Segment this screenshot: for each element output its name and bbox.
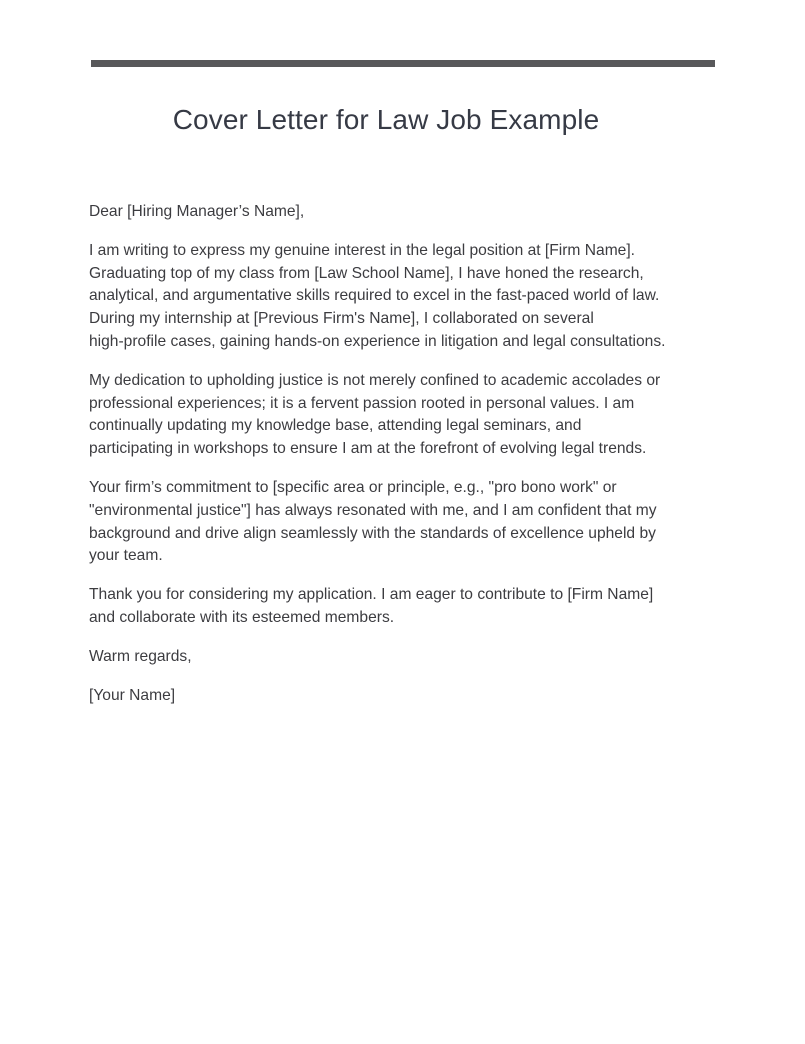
paragraph-line: Graduating top of my class from [Law School Name], I have honed the research, xyxy=(89,264,644,282)
paragraph-line: professional experiences; it is a fervent passion rooted in personal values. I am xyxy=(89,394,635,412)
paragraph-line: participating in workshops to ensure I am at the forefront of evolving legal trends. xyxy=(89,440,647,458)
paragraph-line: My dedication to upholding justice is not merely confined to academic accolades or xyxy=(89,371,661,389)
page-title: Cover Letter for Law Job Example xyxy=(172,104,600,135)
closing: Warm regards, xyxy=(89,647,192,665)
paragraph-line: Thank you for considering my application. I am eager to contribute to [Firm Name] xyxy=(89,586,654,604)
paragraph-thanks xyxy=(89,584,689,630)
salutation: Dear [Hiring Manager’s Name], xyxy=(89,203,305,220)
paragraph-line: high-profile cases, gaining hands-on experience in litigation and legal consultations. xyxy=(89,332,666,350)
paragraph-dedication xyxy=(89,370,689,461)
paragraph-line: your team. xyxy=(89,547,163,565)
header-divider xyxy=(91,60,715,67)
paragraph-line: "environmental justice"] has always resonated with me, and I am confident that my xyxy=(89,501,657,519)
paragraph-firm-commitment xyxy=(89,477,689,568)
paragraph-line: During my internship at [Previous Firm's Name], I collaborated on several xyxy=(89,310,594,328)
paragraph-line: analytical, and argumentative skills required to excel in the fast-paced world of law. xyxy=(89,287,660,305)
letter-body xyxy=(89,201,689,723)
paragraph-line: and collaborate with its esteemed members. xyxy=(89,608,395,626)
paragraph-line: Your firm’s commitment to [specific area or principle, e.g., "pro bono work" or xyxy=(89,478,617,496)
paragraph-line: I am writing to express my genuine interest in the legal position at [Firm Name]. xyxy=(89,241,636,259)
paragraph-line: background and drive align seamlessly with the standards of excellence upheld by xyxy=(89,524,656,542)
paragraph-line: continually updating my knowledge base, attending legal seminars, and xyxy=(89,417,582,435)
signature: [Your Name] xyxy=(89,686,176,704)
paragraph-intro xyxy=(89,240,689,354)
